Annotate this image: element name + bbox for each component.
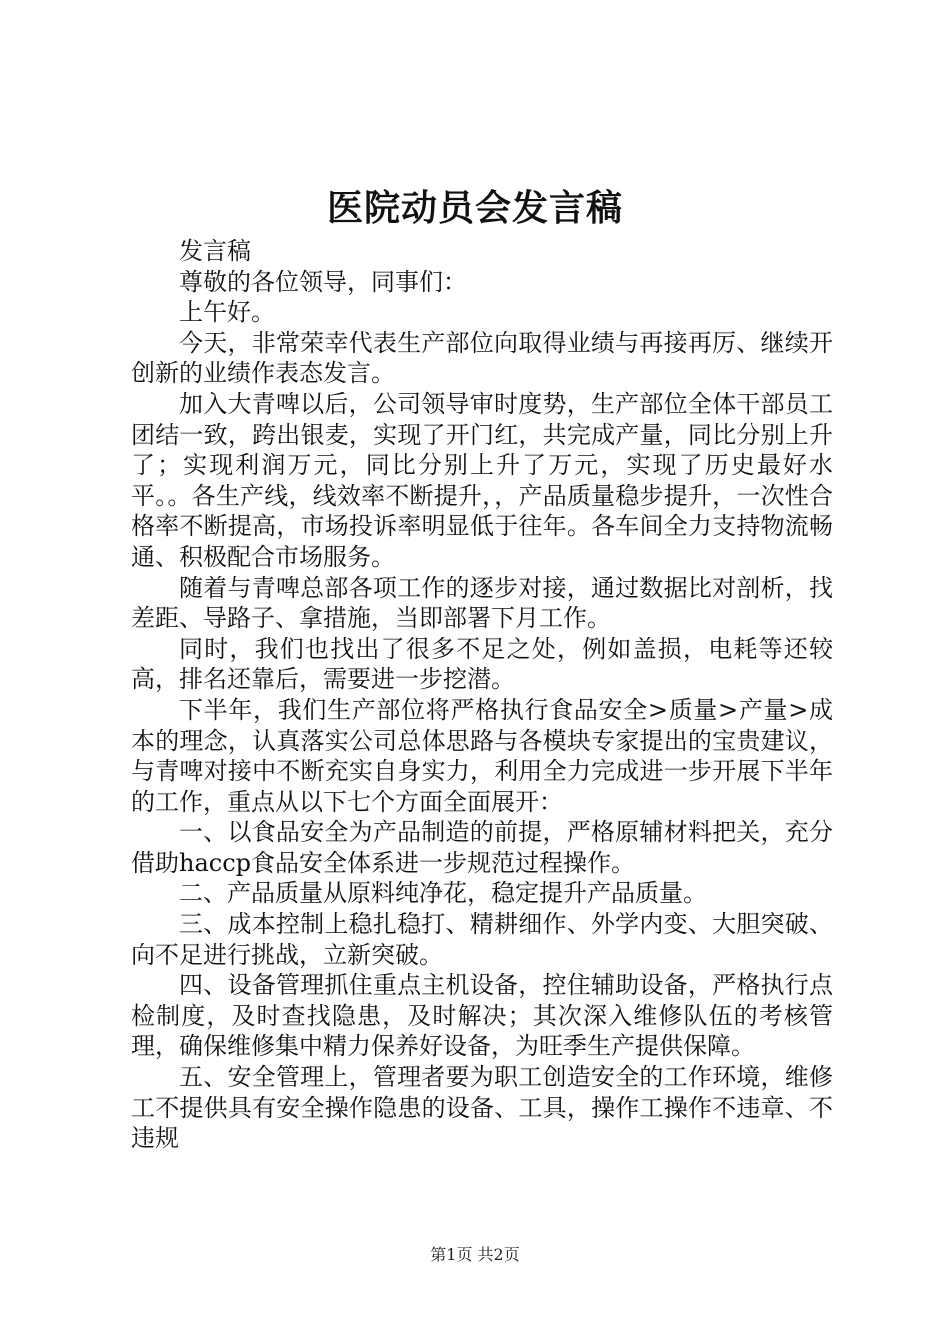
- paragraph: 尊敬的各位领导，同事们：: [179, 267, 467, 296]
- paragraph: 今天，非常荣幸代表生产部位向取得业绩与再接再厉、继续开创新的业绩作表态发言。: [131, 328, 833, 388]
- paragraph: 下半年，我们生产部位将严格执行食品安全>质量>产量>成本的理念，认真落实公司总体思路与各模块专家提出的宝贵建议，与青啤对接中不断充实自身实力，利用全力完成进一步开展下半年的工作，重点从以下七个方面全面展开：: [131, 695, 833, 816]
- paragraph: 发言稿: [179, 237, 251, 265]
- paragraph: 三、成本控制上稳扎稳打、精耕细作、外学内变、大胆突破、向不足进行挑战，立新突破。: [131, 910, 833, 969]
- paragraph: 加入大青啤以后，公司领导审时度势，生产部位全体干部员工团结一致，跨出银麦，实现了开门红，共完成产量，同比分别上升了；实现利润万元，同比分别上升了万元，实现了历史最好水平。。各生产线，线效率不断提升，，产品质量稳步提升，一次性合格率不断提高，市场投诉率明显低于往年。各车间全力支持物流畅通、积极配合市场服务。: [131, 389, 833, 571]
- paragraph: 同时，我们也找出了很多不足之处，例如盖损，电耗等还较高，排名还靠后，需要进一步挖潜。: [131, 634, 833, 694]
- document-body: [131, 236, 833, 1154]
- paragraph: 五、安全管理上，管理者要为职工创造安全的工作环境，维修工不提供具有安全操作隐患的设备、工具，操作工操作不违章、不违规: [131, 1063, 833, 1153]
- paragraph: 一、以食品安全为产品制造的前提，严格原辅材料把关，充分借助haccp食品安全体系进一步规范过程操作。: [131, 818, 833, 877]
- paragraph: 二、产品质量从原料纯净花，稳定提升产品质量。: [179, 879, 707, 908]
- paragraph: 随着与青啤总部各项工作的逐步对接，通过数据比对剖析，找差距、导路子、拿措施，当即部署下月工作。: [131, 573, 833, 633]
- document-title: 医院动员会发言稿: [326, 187, 623, 229]
- page-footer: 第1页 共2页: [430, 1245, 520, 1264]
- paragraph: 上午好。: [179, 298, 275, 327]
- paragraph: 四、设备管理抓住重点主机设备，控住辅助设备，严格执行点检制度，及时查找隐患，及时解决；其次深入维修队伍的考核管理，确保维修集中精力保养好设备，为旺季生产提供保障。: [131, 971, 833, 1061]
